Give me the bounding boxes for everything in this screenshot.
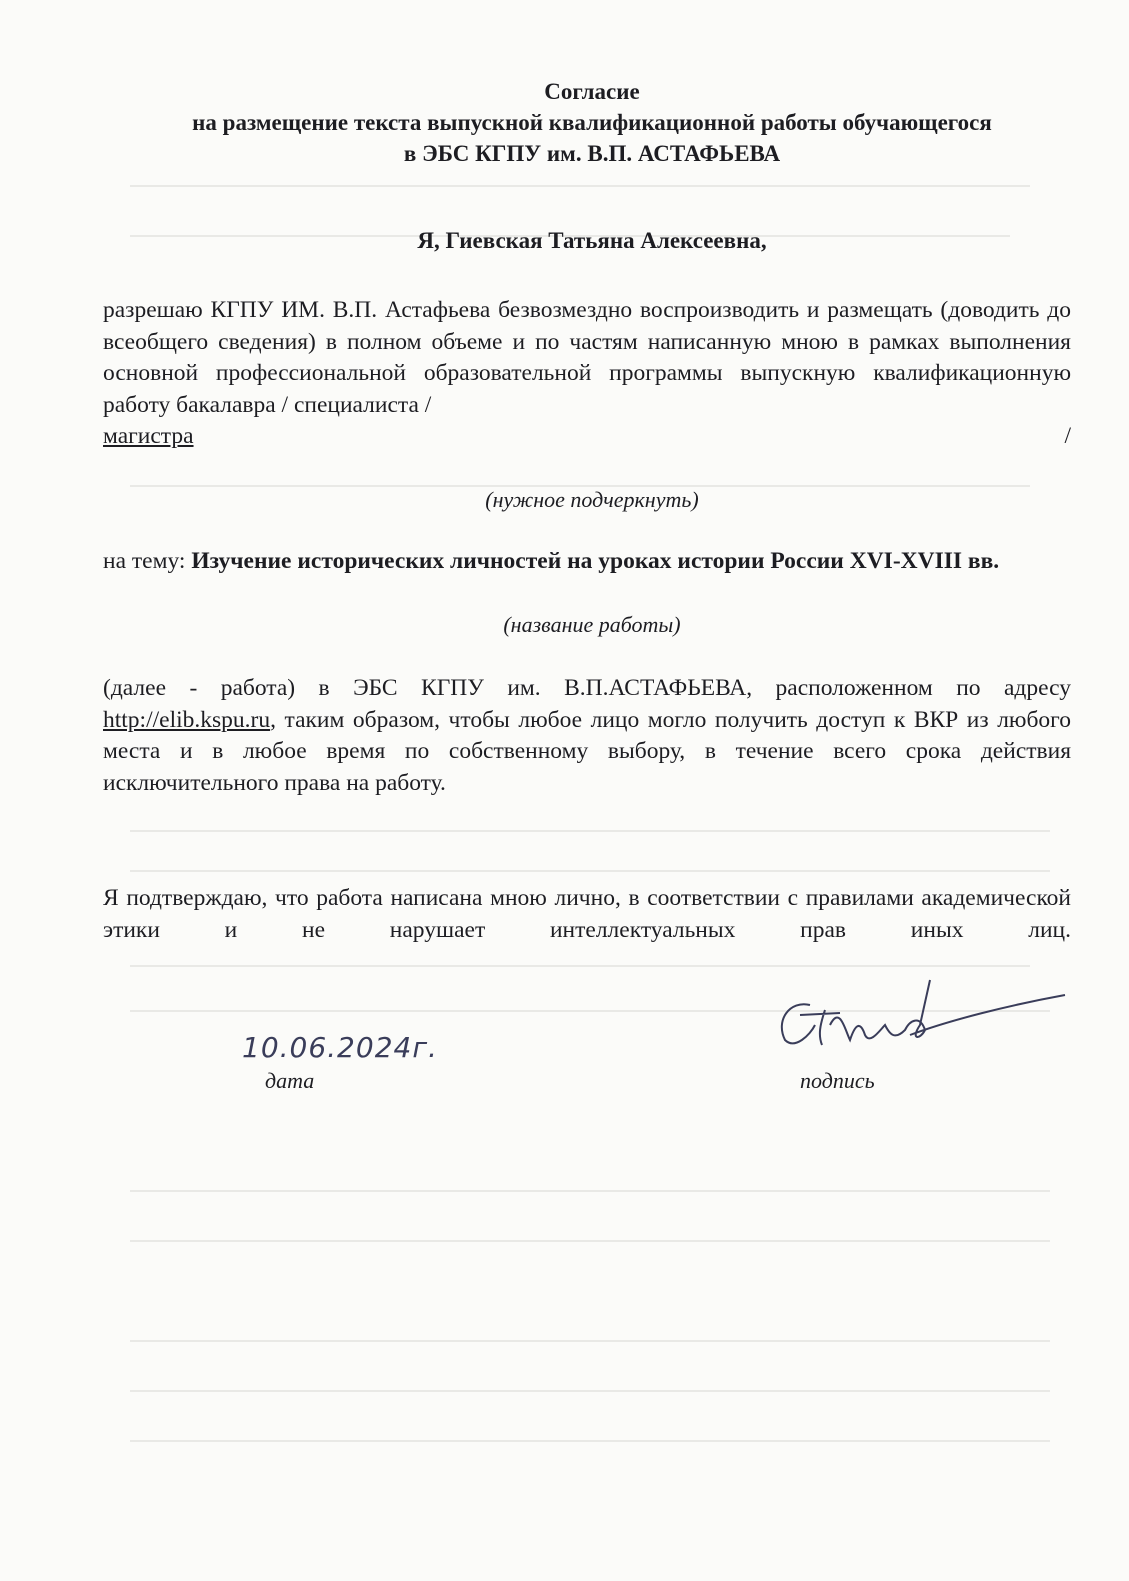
topic-paragraph (103, 546, 1071, 578)
topic-value: Изучение исторических личностей на уроках истории России XVI-XVIII вв. (191, 548, 1000, 574)
elib-link[interactable]: http://elib.kspu.ru (103, 706, 271, 733)
placement-text-start: (далее - работа) в ЭБС КГПУ им. В.П.АСТАФЬЕВА, расположенном по адресу (103, 675, 1071, 701)
underlined-option: магистра (103, 423, 194, 449)
date-value: 10.06.2024г. (242, 1031, 438, 1064)
topic-hint: (название работы) (503, 612, 681, 637)
permission-paragraph (103, 295, 1071, 453)
confirmation-paragraph: Я подтверждаю, что работа написана мною лично, в соответствии с правилами академической этики и не нарушает интеллектуальных прав иных лиц. (103, 885, 1071, 943)
underline-hint: (нужное подчеркнуть) (485, 487, 699, 512)
title-line-2: на размещение текста выпускной квалификационной работы обучающегося (192, 110, 992, 135)
placement-paragraph (103, 673, 1071, 799)
document-title (0, 76, 1129, 169)
title-line-1: Согласие (544, 79, 640, 104)
topic-label: на тему: (103, 548, 186, 574)
date-label: дата (265, 1068, 315, 1093)
placement-text-end: , таким образом, чтобы любое лицо могло получить доступ к ВКР из любого места и в любое время по собственному выбору, в течение всего срока действия исключительного права на работу. (103, 706, 1071, 796)
permission-text: разрешаю КГПУ ИМ. В.П. Астафьева безвозмездно воспроизводить и размещать (доводить до всеобщего сведения) в полном объеме и по частям написанную мною в рамках выполнения основной профессиональной образовательной программы выпускную квалификационную работу бакалавра / специалиста / (103, 297, 1071, 418)
title-line-3: в ЭБС КГПУ им. В.П. АСТАФЬЕВА (403, 141, 781, 166)
signature-label: подпись (800, 1068, 875, 1093)
declarant-name: Я, Гиевская Татьяна Алексеевна, (417, 228, 767, 253)
signature (770, 975, 1070, 1055)
trailing-slash: / (1064, 423, 1071, 449)
signature-mark (770, 975, 1070, 1055)
